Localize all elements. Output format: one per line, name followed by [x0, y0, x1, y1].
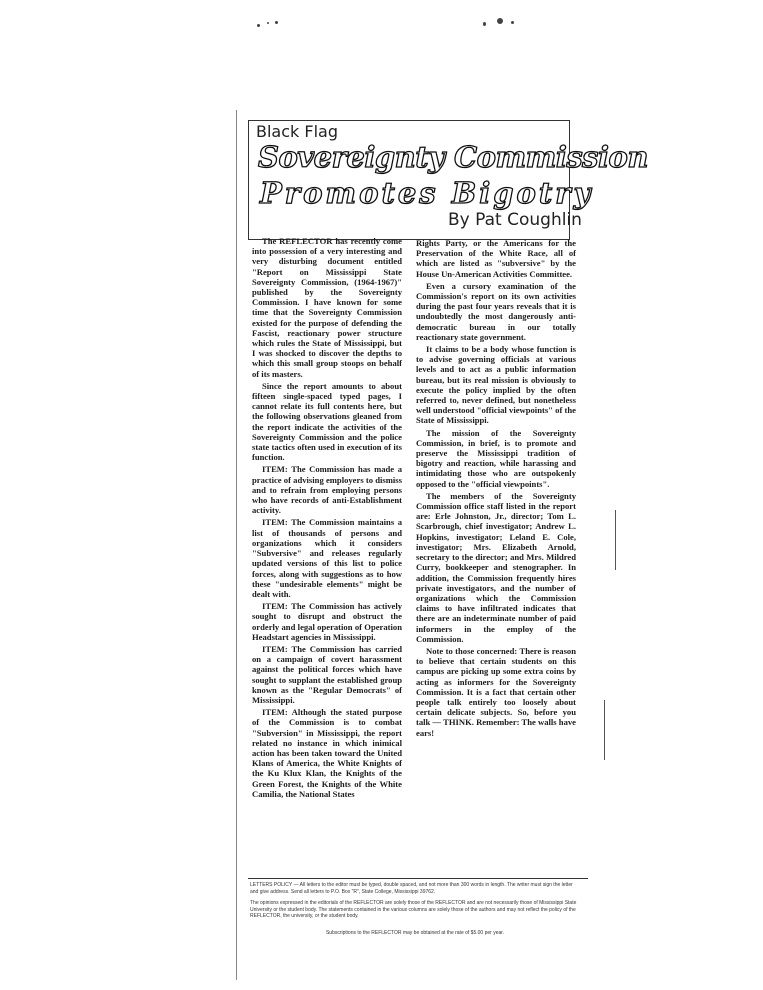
- paragraph: ITEM: The Commission has carried on a campaign of covert harassment against the political forces which have sought to supplant the established group known as the "Regular Democrats" of Mississippi.: [252, 643, 402, 705]
- article-column-1: [252, 236, 402, 801]
- headline-line-2: Promotes Bigotry: [260, 176, 594, 210]
- paragraph: It claims to be a body whose function is to advise governing officials at various levels and to act as a public information bureau, but its real mission is obviously to execute the policy implied by the often referred to, never defined, but nonetheless well understood "official viewpoints" of the State of Mississippi.: [416, 344, 576, 426]
- paragraph: Even a cursory examination of the Commission's report on its own activities during the past four years reveals that it is undoubtedly the most dangerously anti-democratic bureau in our totally reactionary state government.: [416, 280, 576, 342]
- byline: By Pat Coughlin: [448, 210, 582, 230]
- kicker: Black Flag: [256, 122, 338, 141]
- paragraph: Since the report amounts to about fifteen single-spaced typed pages, I cannot relate its full contents here, but the following observations gleaned from the report indicate the activities of the Sovereignty Commission and the police state tactics often used in execution of its function.: [252, 380, 402, 463]
- scan-noise: [255, 18, 525, 30]
- margin-mark: [607, 510, 616, 570]
- opinions-disclaimer: The opinions expressed in the editorials of the REFLECTOR are solely those of the REFLECTOR and are not necessarily those of Mississippi State University or the student body. The statements contained in the various columns are solely those of the authors and may not reflect the policy of the REFLECTOR, the university, or the student body.: [250, 900, 577, 919]
- paragraph: The members of the Sovereignty Commission office staff listed in the report are: Erle Johnston, Jr., director; Tom L. Scarbrough, chief investigator; Andrew L. Hopkins, investigator; Leland E. Cole, investigator; Mrs. Elizabeth Arnold, secretary to the director; and Mrs. Mildred Curry, bookkeeper and stenographer. In addition, the Commission frequently hires private investigators, and the number of organizations which the Commission claims to have infiltrated indicates that there are an indeterminate number of paid informers in the employ of the Commission.: [416, 490, 576, 644]
- subscriptions-note: Subscriptions to the REFLECTOR may be obtained at the rate of $5.00 per year.: [325, 930, 505, 936]
- paragraph: ITEM: The Commission has actively sought to disrupt and obstruct the orderly and legal operation of Operation Headstart agencies in Mississippi.: [252, 601, 402, 642]
- article-column-2: [416, 238, 576, 740]
- paragraph: ITEM: The Commission maintains a list of thousands of persons and organizations which it considers "Subversive" and releases regularly updated versions of this list to police forces, along with suggestions as to how these "undesirable elements" might be dealt with.: [252, 517, 402, 599]
- paragraph: ITEM: Although the stated purpose of the Commission is to combat "Subversion" in Mississippi, the report related no instance in which inimical action has been taken toward the United Klans of America, the White Knights of the Ku Klux Klan, the Knights of the Green Forest, the Knights of the White Camilia, the National States: [252, 707, 402, 799]
- paragraph: ITEM: The Commission has made a practice of advising employers to dismiss and to refrain from employing persons who have records of anti-Establishment activity.: [252, 464, 402, 516]
- paragraph: Rights Party, or the Americans for the Preservation of the White Race, all of which are listed as "subversive" by the House Un-American Activities Committee.: [416, 238, 576, 279]
- divider: [248, 878, 588, 879]
- margin-mark: [598, 700, 605, 760]
- paragraph: The REFLECTOR has recently come into possession of a very interesting and very disturbing document entitled "Report on Mississippi State Sovereignty Commission, (1964-1967)" published by the Sovereignty Commission. I have known for some time that the Sovereignty Commission existed for the purpose of defending the Fascist, reactionary power structure which rules the State of Mississippi, but I was shocked to discover the depths to which this small group stoops on behalf of its masters.: [252, 236, 402, 379]
- paragraph: The mission of the Sovereignty Commission, in brief, is to promote and preserve the Mississippi tradition of bigotry and reaction, while harassing and intimidating those who are outspokenly opposed to the "official viewpoints".: [416, 427, 576, 489]
- paragraph: Note to those concerned: There is reason to believe that certain students on this campus are picking up some extra coins by acting as informers for the Sovereignty Commission. It is a fact that certain other people talk entirely too loosely about certain delicate subjects. So, before you talk — THINK. Remember: The walls have ears!: [416, 645, 576, 738]
- letters-policy: LETTERS POLICY — All letters to the editor must be typed, double spaced, and not more than 300 words in length. The writer must sign the letter and give address. Send all letters to P.O. Box "R", State College, Mississippi 39762.: [250, 882, 573, 895]
- headline-line-1: Sovereignty Commission: [258, 140, 648, 174]
